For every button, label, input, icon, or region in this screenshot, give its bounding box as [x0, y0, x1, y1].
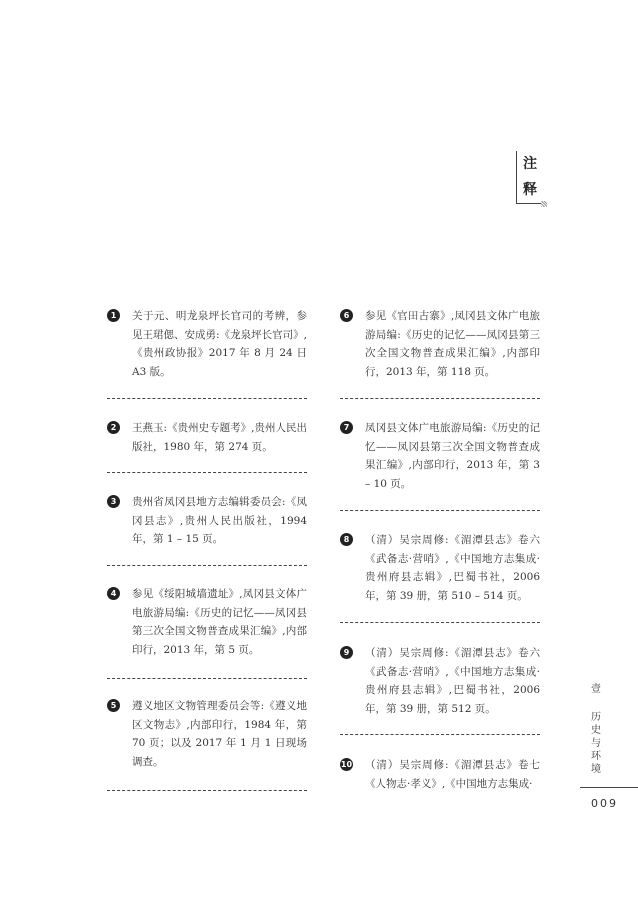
note-text: 遵义地区文物管理委员会等:《遵义地区文物志》,内部印行，1984 年，第 70 页；以及 2017 年 1 月 1 日现场调查。 — [132, 700, 307, 768]
chapter-char: 史 — [591, 725, 601, 736]
note-text: 参见《官田古寨》,凤冈县文体广电旅游局编:《历史的记忆——凤冈县第三次全国文物普查成果汇编》,内部印行，2013 年，第 118 页。 — [365, 310, 540, 378]
note-text: 关于元、明龙泉坪长官司的考辨，参见王珺偲、安成勇:《龙泉坪长官司》,《贵州政协报》2017 年 8 月 24 日 A3 版。 — [132, 310, 307, 378]
note-divider — [107, 398, 307, 399]
note-text: 贵州省凤冈县地方志编辑委员会:《凤冈县志》,贵州人民出版社，1994 年，第 1 – 15 页。 — [132, 496, 307, 545]
note-number: 1 — [107, 309, 120, 322]
note-divider — [340, 510, 540, 511]
note-number: 7 — [340, 421, 353, 434]
note-number: 9 — [340, 646, 353, 659]
note-number: 4 — [107, 587, 120, 600]
note-number: 5 — [107, 699, 120, 712]
note-text: 王燕玉:《贵州史专题考》,贵州人民出版社，1980 年，第 274 页。 — [132, 422, 307, 453]
chapter-char: 境 — [591, 764, 601, 775]
note-text: （清）吴宗周修:《湄潭县志》卷七《人物志·孝义》,《中国地方志集成· — [365, 759, 540, 790]
note-text: 凤冈县文体广电旅游局编:《历史的记忆——凤冈县第三次全国文物普查成果汇编》,内部印行，2013 年，第 3 – 10 页。 — [365, 422, 540, 490]
title-char-2: 释 — [523, 182, 537, 198]
title-char-1: 注 — [523, 156, 537, 172]
page-number: 009 — [591, 797, 618, 810]
section-number: 壹 — [591, 684, 601, 695]
chapter-char: 与 — [591, 738, 601, 749]
note-divider — [340, 734, 540, 735]
note-divider — [107, 790, 307, 791]
note-divider — [340, 398, 540, 399]
footer-rule — [580, 787, 638, 788]
title-corner-ornament — [541, 201, 547, 207]
note-text: （清）吴宗周修:《湄潭县志》卷六《武备志·营哨》,《中国地方志集成·贵州府县志辑》,巴蜀书社，2006 年，第 39 册，第 512 页。 — [365, 647, 540, 715]
chapter-char: 环 — [591, 751, 601, 762]
note-number: 3 — [107, 495, 120, 508]
note-divider — [107, 472, 307, 473]
note-divider — [340, 622, 540, 623]
note-divider — [107, 565, 307, 566]
note-number: 10 — [340, 760, 353, 769]
note-text: 参见《绥阳城墙遗址》,凤冈县文体广电旅游局编:《历史的记忆——凤冈县第三次全国文物普查成果汇编》,内部印行，2013 年，第 5 页。 — [132, 588, 307, 656]
note-number: 2 — [107, 421, 120, 434]
note-number: 6 — [340, 309, 353, 322]
note-divider — [107, 678, 307, 679]
note-text: （清）吴宗周修:《湄潭县志》卷六《武备志·营哨》,《中国地方志集成·贵州府县志辑》,巴蜀书社，2006 年，第 39 册，第 510 – 514 页。 — [365, 534, 540, 602]
note-number: 8 — [340, 533, 353, 546]
chapter-char: 历 — [591, 712, 601, 723]
section-title — [516, 151, 541, 204]
